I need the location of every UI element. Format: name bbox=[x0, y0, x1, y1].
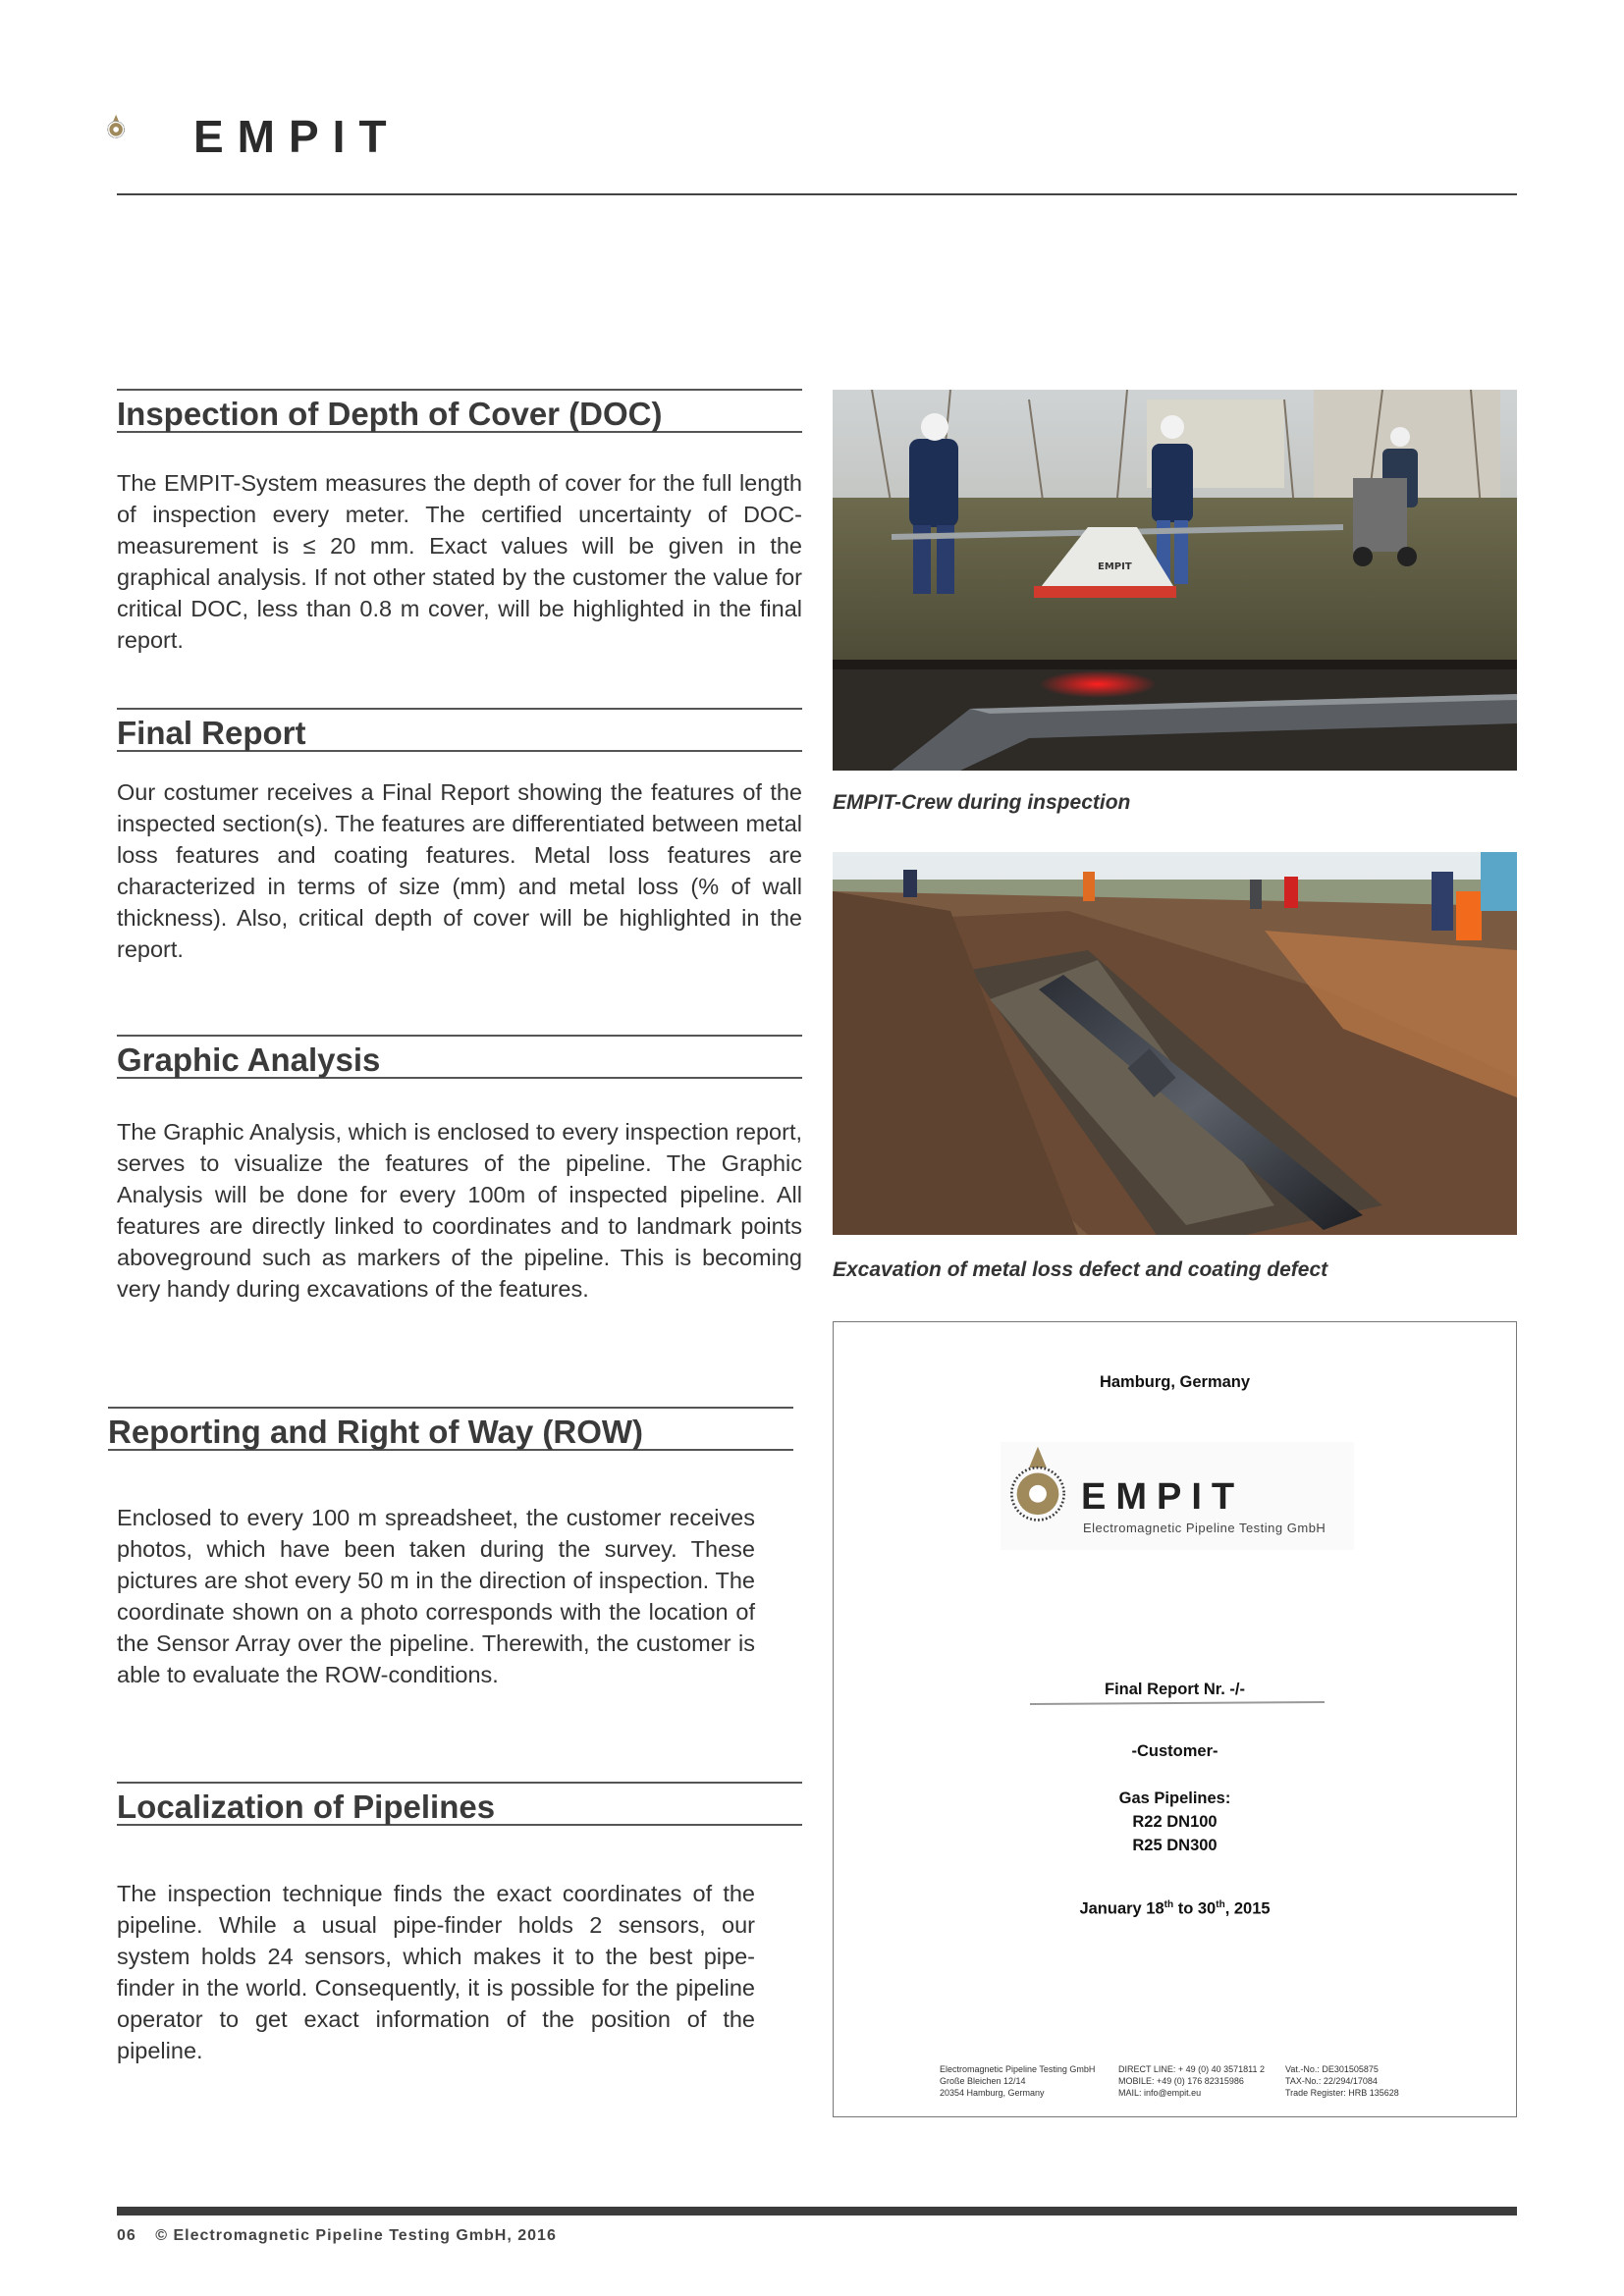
equipment-badge: EMPIT bbox=[1098, 561, 1132, 572]
section-body: The inspection technique finds the exact coordinates of the pipeline. While a usual pipe-finder holds 2 sensors, our system holds 24 sensors, which makes it to the best pipe-finder in the world. Consequently, it is possible for the pipeline operator to get exact information of the position of the pipeline. bbox=[117, 1881, 755, 2063]
section-title: Localization of Pipelines bbox=[117, 1782, 802, 1826]
footer-bar bbox=[117, 2207, 1517, 2216]
section-title: Inspection of Depth of Cover (DOC) bbox=[117, 389, 802, 433]
report-date: January 18th to 30th, 2015 bbox=[1079, 1899, 1271, 1918]
photo-caption: Excavation of metal loss defect and coating defect bbox=[833, 1258, 1328, 1281]
report-logo-subtitle: Electromagnetic Pipeline Testing GmbH bbox=[1083, 1521, 1326, 1535]
report-logo-mark bbox=[1006, 1445, 1069, 1523]
photo-caption: EMPIT-Crew during inspection bbox=[833, 791, 1131, 814]
section-body: The EMPIT-System measures the depth of cover for the full length of inspection every meter. The certified uncertainty of DOC-measurement is ≤ 20 mm. Exact values will be given in the graphical analysis. If not other stated by the customer the value for critical DOC, less than 0.8 m cover, will be highlighted in the final report. bbox=[117, 470, 802, 653]
photo-excavation bbox=[833, 852, 1517, 1235]
report-pipeline-1: R22 DN100 bbox=[1132, 1813, 1218, 1831]
section-doc bbox=[117, 389, 802, 656]
section-title: Final Report bbox=[117, 708, 802, 752]
section-graphic-analysis bbox=[117, 1035, 802, 1305]
section-localization bbox=[117, 1782, 802, 1826]
section-body: Our costumer receives a Final Report showing the features of the inspected section(s). The features are differentiated between metal loss features and coating features. Metal loss features are characterized in terms of size (mm) and metal loss (% of wall thickness). Also, critical depth of cover will be highlighted in the report. bbox=[117, 779, 802, 962]
report-customer: -Customer- bbox=[1131, 1742, 1218, 1760]
report-location: Hamburg, Germany bbox=[1099, 1373, 1251, 1391]
report-pipeline-2: R25 DN300 bbox=[1132, 1837, 1218, 1854]
header-divider bbox=[117, 193, 1517, 195]
report-cover-preview bbox=[833, 1321, 1517, 2117]
report-footer-registry: Vat.-No.: DE301505875 TAX-No.: 22/294/17084 Trade Register: HRB 135628 bbox=[1285, 2064, 1399, 2098]
report-number: Final Report Nr. -/- bbox=[1104, 1681, 1245, 1698]
page-footer bbox=[117, 2227, 557, 2245]
report-pipelines-label: Gas Pipelines: bbox=[1118, 1789, 1231, 1807]
report-footer-contact: DIRECT LINE: + 49 (0) 40 3571811 2 MOBILE: +49 (0) 176 82315986 MAIL: info@empit.eu bbox=[1118, 2064, 1266, 2098]
logo-wordmark: EMPIT bbox=[193, 111, 401, 162]
report-number-underline bbox=[1030, 1701, 1325, 1705]
page-number: 06 bbox=[117, 2227, 136, 2244]
section-row bbox=[108, 1407, 793, 1451]
report-footer-address: Electromagnetic Pipeline Testing GmbH Große Bleichen 12/14 20354 Hamburg, Germany bbox=[940, 2064, 1096, 2098]
empit-logo-mark bbox=[106, 80, 194, 174]
section-title: Graphic Analysis bbox=[117, 1035, 802, 1079]
section-final-report bbox=[117, 708, 802, 965]
section-body: The Graphic Analysis, which is enclosed to every inspection report, serves to visualize the features of the pipeline. The Graphic Analysis will be done for every 100m of inspected pipeline. All features are directly linked to coordinates and to landmark points aboveground such as markers of the pipeline. This is becoming very handy during excavations of the features. bbox=[117, 1119, 802, 1302]
photo-crew-inspection bbox=[833, 390, 1517, 771]
report-logo-word: EMPIT bbox=[1081, 1476, 1245, 1518]
section-body: Enclosed to every 100 m spreadsheet, the customer receives photos, which have been taken during the survey. These pictures are shot every 50 m in the direction of inspection. The coordinate shown on a photo corresponds with the location of the Sensor Array over the pipeline. Therewith, the customer is able to evaluate the ROW-conditions. bbox=[117, 1505, 755, 1687]
copyright-notice: © Electromagnetic Pipeline Testing GmbH, 2016 bbox=[155, 2227, 557, 2244]
section-title: Reporting and Right of Way (ROW) bbox=[108, 1407, 793, 1451]
